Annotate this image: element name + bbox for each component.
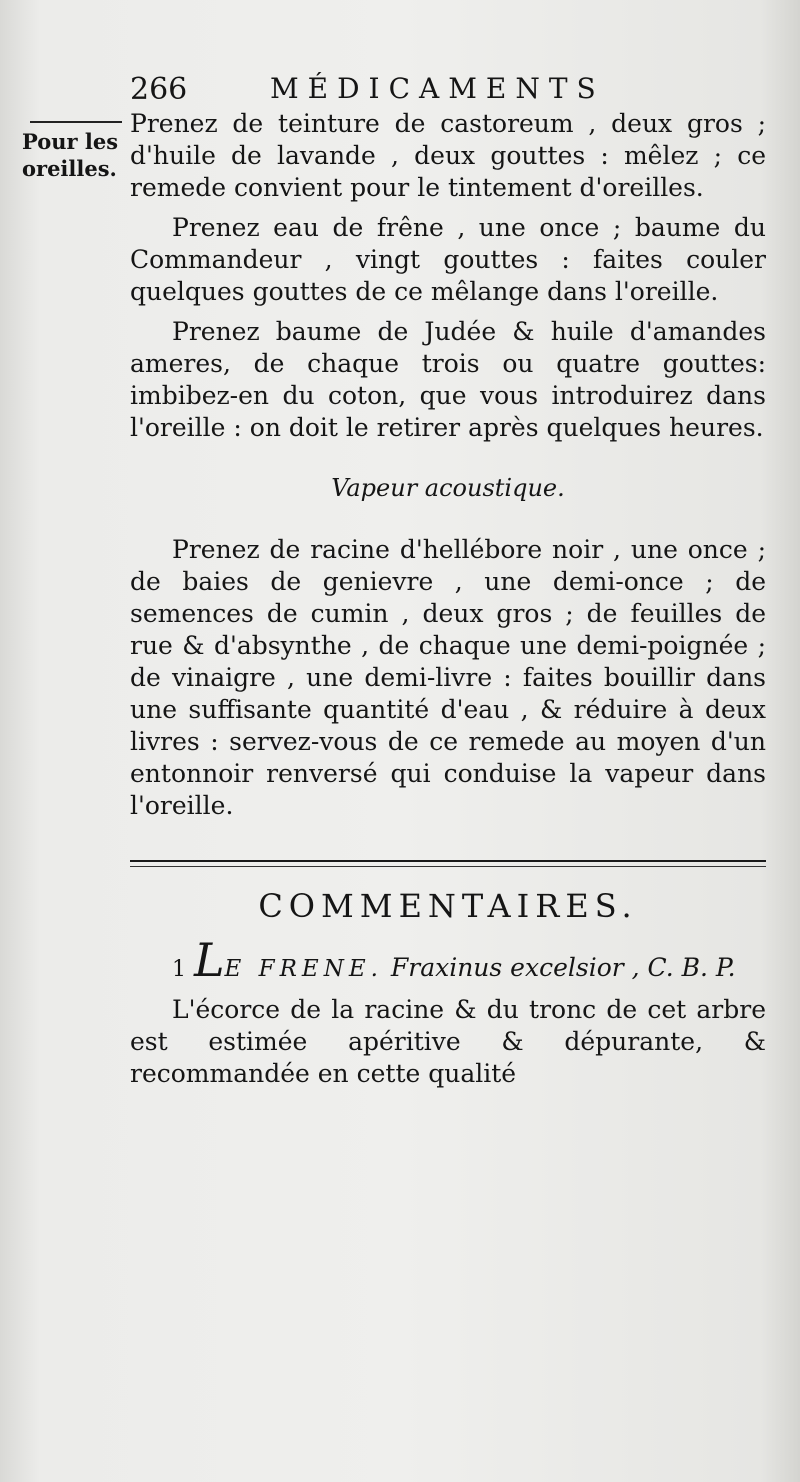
- section-heading: Vapeur acoustique.: [331, 474, 565, 502]
- commentary-entry: [130, 933, 766, 987]
- latin-name: Fraxinus excelsior , C. B. P.: [390, 953, 736, 982]
- margin-note: Pour les oreilles.: [22, 129, 119, 181]
- running-title: MÉDICAMENTS: [270, 72, 605, 105]
- body-text: [130, 108, 766, 1098]
- commentary-text: L'écorce de la racine & du tronc de cet arbre est estimée apéritive & dépurante, & recommandée en cette qualité: [130, 995, 766, 1088]
- paragraph-eau-de-frene: Prenez eau de frêne , une once ; baume du Commandeur , vingt gouttes : faites couler quelques gouttes de ce mêlange dans l'oreille.: [130, 213, 766, 306]
- paragraph-vapeur: Prenez de racine d'hellébore noir , une once ; de baies de genievre , une demi-once ; de semences de cumin , deux gros ; de feuilles de rue & d'absynthe , de chaque une demi-poignée ; de vinaigre , une demi-livre : faites bouillir dans une suffisante quantité d'eau , & réduire à deux livres : servez-vous de ce remede au moyen d'un entonnoir renversé qui conduise la vapeur dans l'oreille.: [130, 535, 766, 820]
- paragraph-baume-de-judee: Prenez baume de Judée & huile d'amandes ameres, de chaque trois ou quatre gouttes: imbibez-en du coton, que vous introduirez dans l'oreille : on doit le retirer après quelques heures.: [130, 317, 766, 442]
- drop-cap: L: [194, 933, 225, 987]
- commentaires-heading: COMMENTAIRES.: [258, 887, 638, 925]
- double-rule-divider: [130, 860, 766, 876]
- page-number: 266: [130, 72, 188, 107]
- paragraph-teinture: Prenez de teinture de castoreum , deux gros ; d'huile de lavande , deux gouttes : mêlez ; ce remede convient pour le tintement d'oreilles.: [130, 109, 766, 202]
- entry-name: E FRENE.: [224, 956, 383, 982]
- margin-rule: [30, 121, 122, 123]
- entry-number: 1: [172, 957, 186, 982]
